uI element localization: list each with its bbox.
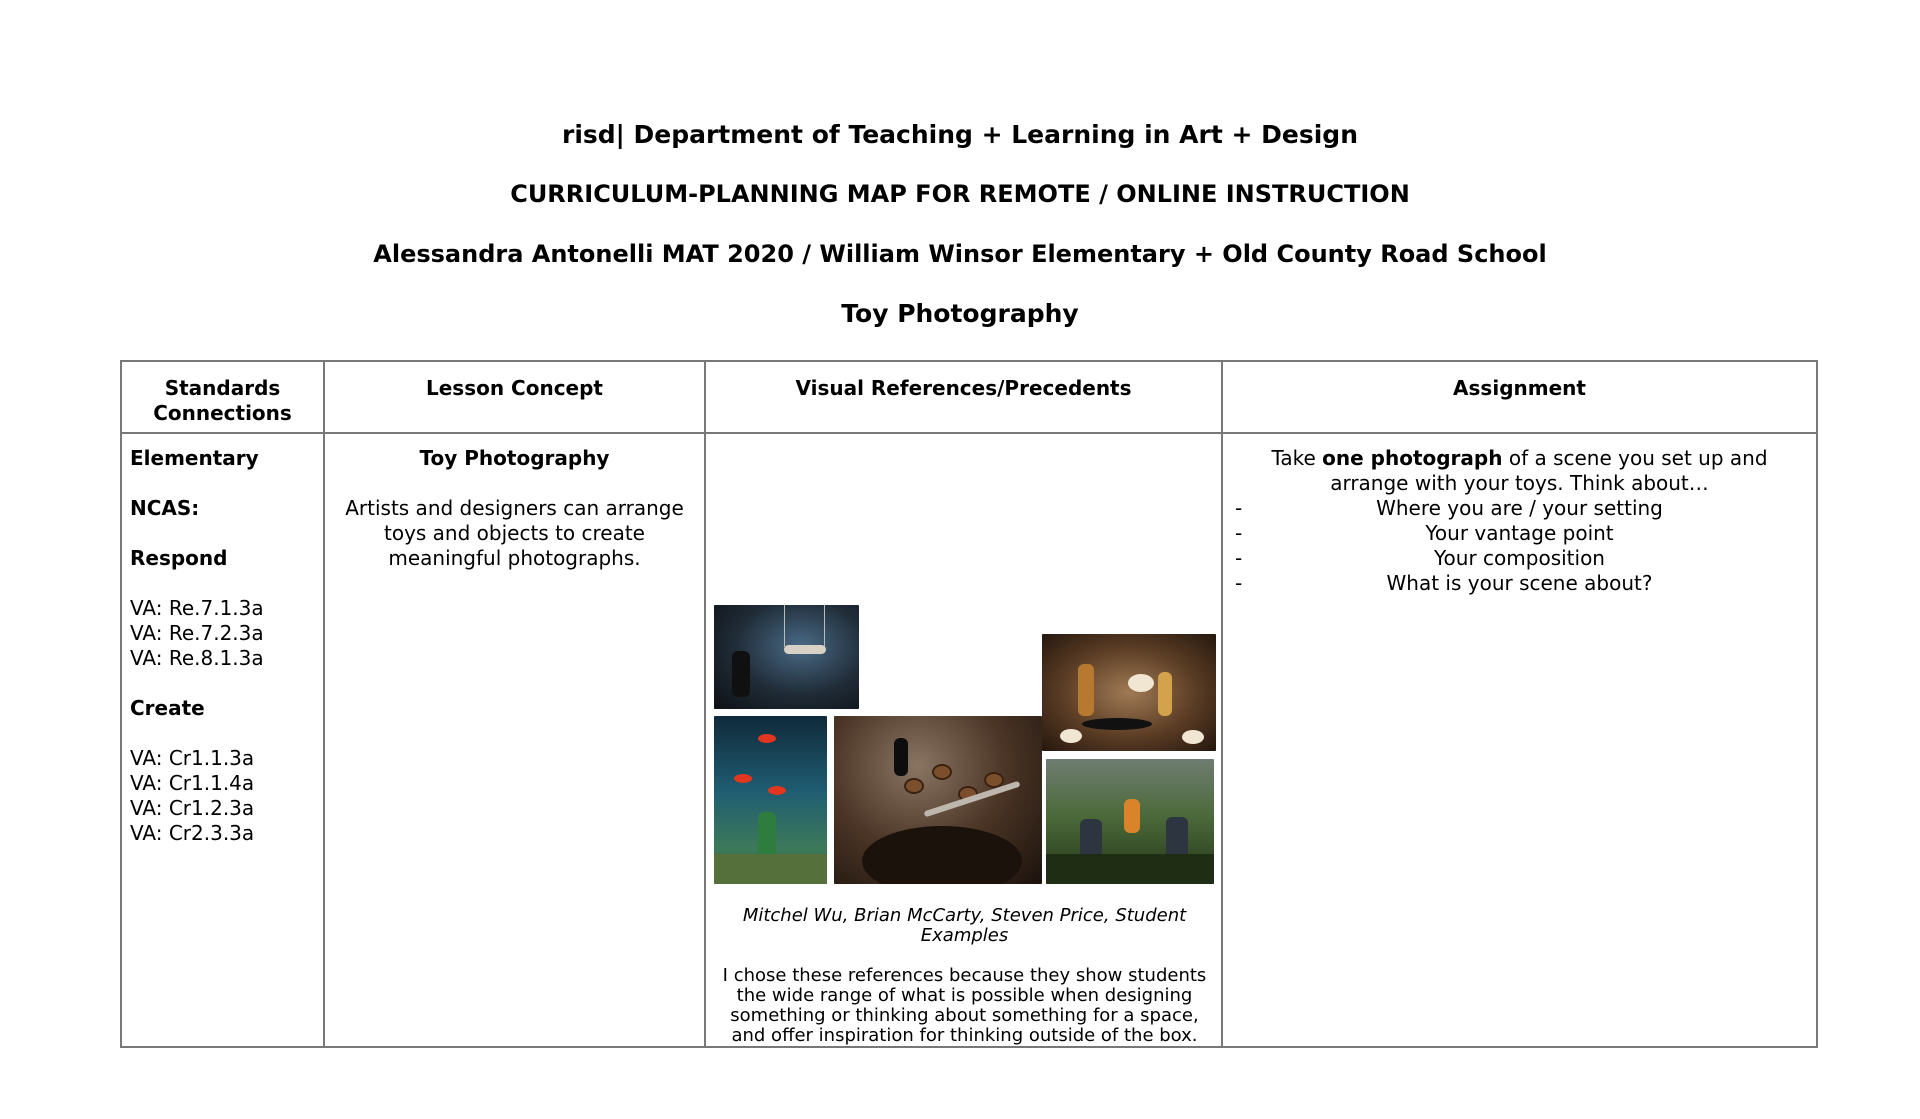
standards-ncas: NCAS: (130, 496, 200, 520)
standard-code: VA: Cr1.1.3a (130, 746, 255, 770)
reference-photo-eggs (1042, 634, 1216, 751)
standards-cell (121, 433, 324, 1047)
standard-code: VA: Re.7.2.3a (130, 621, 264, 645)
standard-code: VA: Cr1.2.3a (130, 796, 255, 820)
standards-respond-title: Respond (130, 546, 228, 570)
standards-create-list (130, 746, 315, 846)
header-standards: Standards Connections (121, 361, 324, 433)
assignment-intro: Take one photograph of a scene you set up and arrange with your toys. Think about… (1271, 446, 1768, 495)
lesson-concept-cell (324, 433, 705, 1047)
header-map-title: CURRICULUM-PLANNING MAP FOR REMOTE / ONLINE INSTRUCTION (510, 180, 1410, 208)
assignment-cell (1222, 433, 1817, 1047)
lesson-title: Toy Photography (419, 446, 610, 470)
standards-level: Elementary (130, 446, 259, 470)
standard-code: VA: Cr1.1.4a (130, 771, 255, 795)
visual-references-cell (705, 433, 1222, 1047)
header-visual-references: Visual References/Precedents (705, 361, 1222, 433)
header-department: risd| Department of Teaching + Learning in Art + Design (561, 120, 1359, 149)
reference-photo-cereal (834, 716, 1042, 884)
standards-respond-list (130, 596, 315, 671)
header-lesson-concept: Lesson Concept (324, 361, 705, 433)
header-assignment: Assignment (1222, 361, 1817, 433)
lesson-description: Artists and designers can arrange toys and objects to create meaningful photographs. (345, 496, 684, 570)
visual-caption-artists: Mitchel Wu, Brian McCarty, Steven Price, Student Examples (742, 905, 1187, 946)
visual-rationale: I chose these references because they show students the wide range of what is possible when designing something or thinking about something for a space, and offer inspiration for thinking outside of the box. (722, 965, 1207, 1046)
curriculum-map-table (120, 360, 1818, 1048)
header-lesson-title: Toy Photography (841, 299, 1079, 328)
assignment-bullet: - Your composition (1235, 546, 1605, 570)
reference-photo-swing (714, 605, 859, 709)
reference-photo-aquarium (714, 716, 827, 884)
assignment-emphasis: one photograph (1322, 446, 1503, 470)
table-header-row (121, 361, 1817, 433)
table-body-row (121, 433, 1817, 1047)
standard-code: VA: Re.7.1.3a (130, 596, 264, 620)
standard-code: VA: Re.8.1.3a (130, 646, 264, 670)
standard-code: VA: Cr2.3.3a (130, 821, 255, 845)
standards-create-title: Create (130, 696, 205, 720)
assignment-bullet: - Where you are / your setting (1235, 496, 1663, 520)
assignment-bullet: - What is your scene about? (1235, 571, 1653, 595)
assignment-bullet: - Your vantage point (1235, 521, 1614, 545)
reference-photo-soldiers (1046, 759, 1214, 884)
header-author-schools: Alessandra Antonelli MAT 2020 / William Winsor Elementary + Old County Road School (373, 240, 1547, 268)
